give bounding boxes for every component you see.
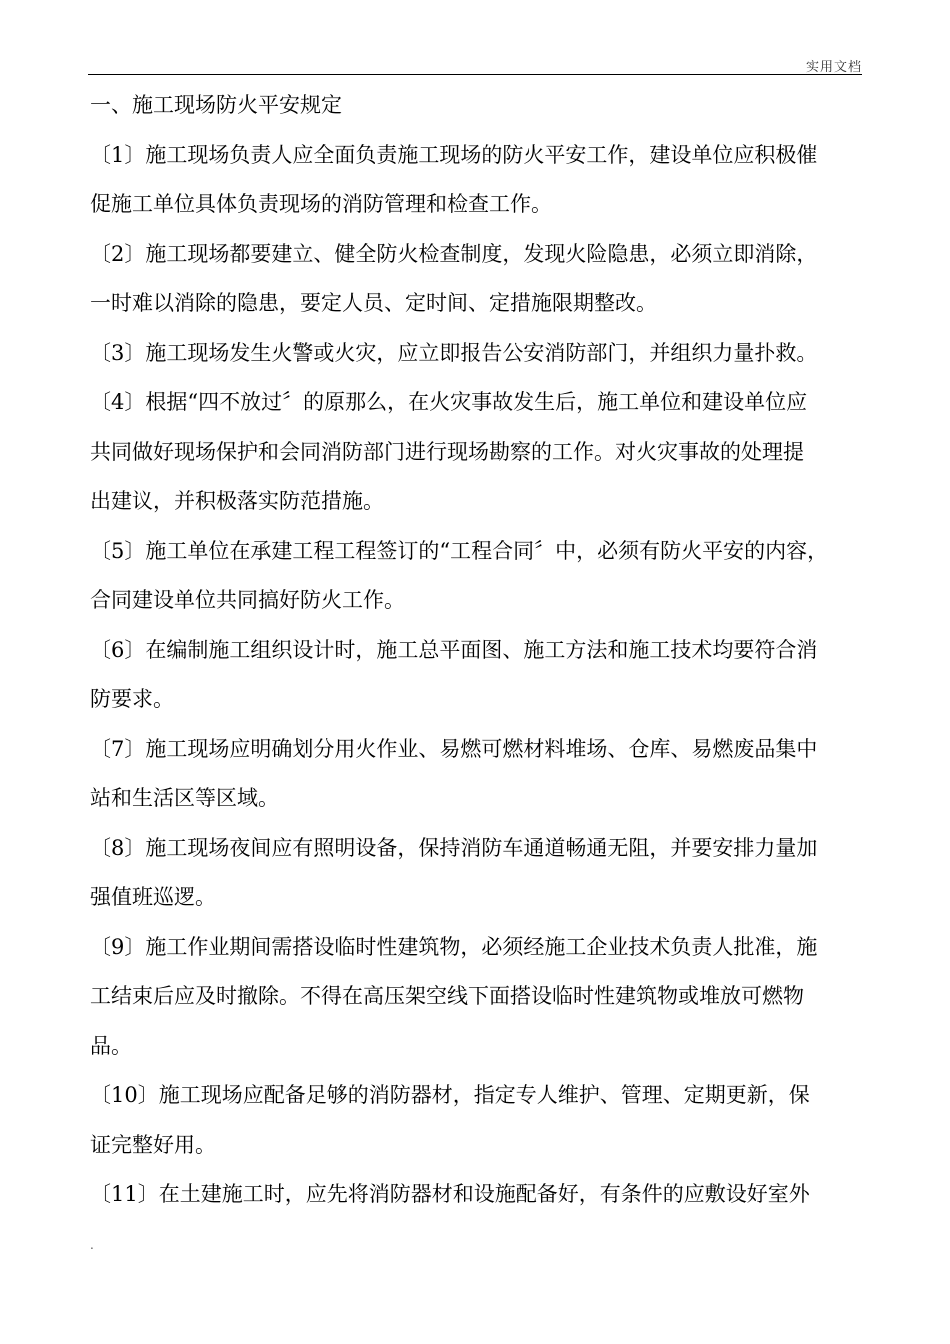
- body-line: 证完整好用。: [90, 1132, 216, 1157]
- body-line: 工结束后应及时撤除。不得在高压架空线下面搭设临时性建筑物或堆放可燃物: [90, 984, 804, 1008]
- body-line: 共同做好现场保护和会同消防部门进行现场勘察的工作。对火灾事故的处理提: [90, 439, 804, 464]
- body-line: 一时难以消除的隐患，要定人员、定时间、定措施限期整改。: [90, 291, 657, 315]
- body-line: 〔5〕施工单位在承建工程工程签订的“工程合同〞中，必须有防火平安的内容，: [90, 538, 829, 563]
- body-line: 〔3〕施工现场发生火警或火灾，应立即报告公安消防部门，并组织力量扑救。: [90, 340, 818, 365]
- body-line: 合同建设单位共同搞好防火工作。: [90, 588, 405, 612]
- footer-mark: .: [90, 1238, 94, 1252]
- body-line: 〔10〕施工现场应配备足够的消防器材，指定专人维护、管理、定期更新，保: [90, 1083, 810, 1107]
- document-body: [90, 81, 860, 1220]
- body-line: 品。: [90, 1033, 132, 1058]
- body-line: 〔9〕施工作业期间需搭设临时性建筑物，必须经施工企业技术负责人批准，施: [90, 934, 818, 959]
- body-line: 强值班巡逻。: [90, 885, 216, 909]
- body-line: 出建议，并积极落实防范措施。: [90, 489, 384, 513]
- body-line: 〔1〕施工现场负责人应全面负责施工现场的防火平安工作，建设单位应积极催: [90, 142, 818, 167]
- body-line: 〔11〕在土建施工时，应先将消防器材和设施配备好，有条件的应敷设好室外: [90, 1182, 810, 1206]
- body-line: 促施工单位具体负责现场的消防管理和检查工作。: [90, 192, 552, 216]
- body-line: 防要求。: [90, 687, 174, 711]
- body-line: 〔4〕根据“四不放过〞的原那么，在火灾事故发生后，施工单位和建设单位应: [90, 390, 808, 414]
- section-heading: 一、施工现场防火平安规定: [90, 93, 342, 117]
- body-line: 〔7〕施工现场应明确划分用火作业、易燃可燃材料堆场、仓库、易燃废品集中: [90, 736, 818, 761]
- body-line: 站和生活区等区域。: [90, 786, 279, 810]
- page-header-label: 实用文档: [805, 60, 862, 75]
- header-divider: [88, 74, 862, 75]
- body-line: 〔2〕施工现场都要建立、健全防火检查制度，发现火险隐患，必须立即消除，: [90, 241, 818, 266]
- body-line: 〔6〕在编制施工组织设计时，施工总平面图、施工方法和施工技术均要符合消: [90, 637, 818, 662]
- body-line: 〔8〕施工现场夜间应有照明设备，保持消防车通道畅通无阻，并要安排力量加: [90, 835, 818, 860]
